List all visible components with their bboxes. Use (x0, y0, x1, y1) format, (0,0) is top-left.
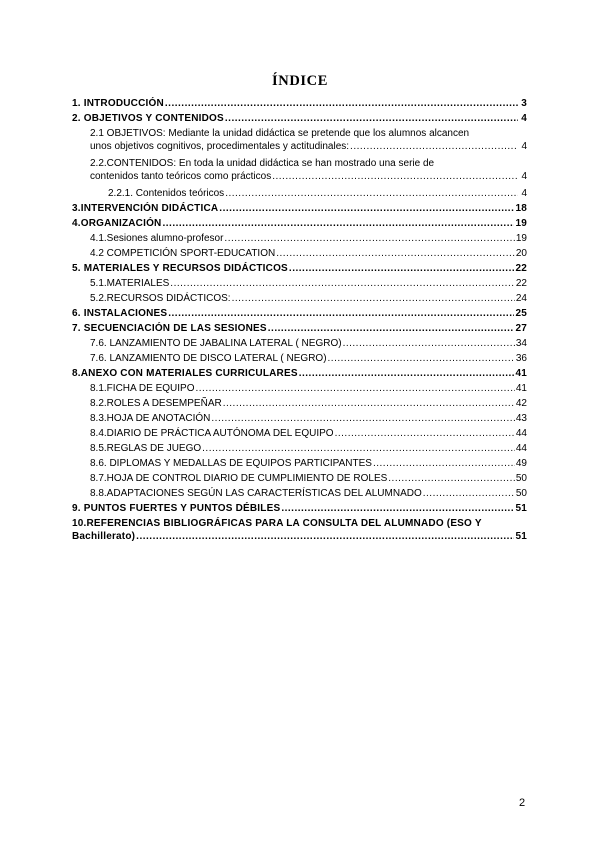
toc-entry-disco[interactable] (72, 352, 527, 365)
dot-leader (136, 530, 514, 543)
toc-entry-instalaciones[interactable] (72, 307, 527, 320)
toc-entry-hoja-control[interactable] (72, 472, 527, 485)
toc-entry-referencias[interactable] (72, 517, 527, 543)
dot-leader (162, 217, 514, 230)
toc-entry-page: 44 (515, 428, 527, 439)
dot-leader (225, 112, 518, 125)
dot-leader (268, 322, 515, 335)
toc-entry-anexo[interactable] (72, 367, 527, 380)
dot-leader (423, 487, 515, 500)
toc-entry-page: 43 (515, 413, 527, 424)
toc-entry-ficha-equipo[interactable] (72, 382, 527, 395)
dot-leader (276, 247, 515, 260)
toc-entry-puntos[interactable] (72, 502, 527, 515)
page-title: ÍNDICE (272, 73, 328, 89)
toc-entry-text: 4.ORGANIZACIÓN (72, 218, 162, 229)
toc-entry-text: 8.5.REGLAS DE JUEGO (90, 443, 202, 454)
toc-entry-text-line2: unos objetivos cognitivos, procedimentales y actitudinales: (90, 141, 350, 152)
toc-entry-text: 9. PUNTOS FUERTES Y PUNTOS DÉBILES (72, 503, 281, 514)
dot-leader (350, 140, 518, 153)
dot-leader (328, 352, 515, 365)
dot-leader (335, 427, 515, 440)
toc-entry-text: 8.ANEXO CON MATERIALES CURRICULARES (72, 368, 298, 379)
dot-leader (225, 187, 518, 200)
dot-leader (165, 97, 518, 110)
toc-entry-page: 4 (521, 113, 527, 124)
toc-entry-text-line2: Bachillerato) (72, 531, 136, 542)
toc-entry-objetivos-contenidos[interactable] (72, 112, 527, 125)
toc-entry-text-line1: 2.1 OBJETIVOS: Mediante la unidad didáctica se pretende que los alumnos alcancen (90, 128, 470, 139)
toc-entry-text: 4.2 COMPETICIÓN SPORT-EDUCATION (90, 248, 276, 259)
toc-entry-page: 41 (515, 383, 527, 394)
toc-entry-intervencion[interactable] (72, 202, 527, 215)
toc-entry-page: 4 (521, 141, 527, 152)
toc-entry-jabalina[interactable] (72, 337, 527, 350)
toc-entry-text: 4.1.Sesiones alumno-profesor (90, 233, 224, 244)
toc-entry-text: 7.6. LANZAMIENTO DE DISCO LATERAL ( NEGRO) (90, 353, 327, 364)
toc-entry-diario-practica[interactable] (72, 427, 527, 440)
dot-leader (373, 457, 515, 470)
toc-entry-text: 8.4.DIARIO DE PRÁCTICA AUTÓNOMA DEL EQUIPO (90, 428, 334, 439)
dot-leader (219, 202, 514, 215)
dot-leader (281, 502, 514, 515)
dot-leader (202, 442, 515, 455)
dot-leader (168, 307, 514, 320)
toc-entry-page: 49 (515, 458, 527, 469)
dot-leader (232, 292, 515, 305)
toc-entry-page: 41 (515, 368, 527, 379)
dot-leader (299, 367, 515, 380)
toc-entry-objetivos[interactable] (72, 127, 527, 153)
toc-entry-text: 5.1.MATERIALES (90, 278, 170, 289)
toc-entry-text: 2.2.1. Contenidos teóricos (108, 188, 225, 199)
toc-entry-recursos[interactable] (72, 292, 527, 305)
toc-entry-page: 44 (515, 443, 527, 454)
table-of-contents (72, 97, 527, 543)
toc-entry-page: 18 (515, 203, 527, 214)
toc-entry-sesiones[interactable] (72, 232, 527, 245)
toc-entry-text: 8.2.ROLES A DESEMPEÑAR (90, 398, 222, 409)
toc-entry-text-line1: 10.REFERENCIAS BIBLIOGRÁFICAS PARA LA CONSULTA DEL ALUMNADO (ESO Y (72, 518, 482, 529)
toc-entry-text: 6. INSTALACIONES (72, 308, 168, 319)
dot-leader (195, 382, 514, 395)
toc-entry-text: 7.6. LANZAMIENTO DE JABALINA LATERAL ( NEGRO) (90, 338, 342, 349)
toc-entry-page: 27 (515, 323, 527, 334)
toc-entry-page: 42 (515, 398, 527, 409)
toc-entry-text: 3.INTERVENCIÓN DIDÁCTICA (72, 203, 219, 214)
toc-entry-materiales-recursos[interactable] (72, 262, 527, 275)
toc-entry-page: 4 (521, 188, 527, 199)
dot-leader (211, 412, 514, 425)
dot-leader (170, 277, 515, 290)
toc-entry-materiales[interactable] (72, 277, 527, 290)
toc-entry-text-line2: contenidos tanto teóricos como prácticos (90, 171, 272, 182)
toc-entry-page: 22 (515, 263, 527, 274)
toc-entry-organizacion[interactable] (72, 217, 527, 230)
toc-entry-contenidos[interactable] (72, 157, 527, 183)
page-number: 2 (519, 797, 526, 809)
toc-entry-text: 5.2.RECURSOS DIDÁCTICOS: (90, 293, 231, 304)
toc-entry-roles[interactable] (72, 397, 527, 410)
toc-entry-page: 51 (515, 503, 527, 514)
toc-entry-page: 36 (515, 353, 527, 364)
toc-entry-page: 20 (515, 248, 527, 259)
toc-entry-page: 25 (515, 308, 527, 319)
toc-entry-page: 50 (515, 473, 527, 484)
toc-entry-page: 50 (515, 488, 527, 499)
toc-entry-page: 19 (515, 233, 527, 244)
toc-entry-text: 8.8.ADAPTACIONES SEGÚN LAS CARACTERÍSTICAS DEL ALUMNADO (90, 488, 422, 499)
toc-entry-page: 51 (515, 531, 527, 542)
toc-entry-text: 1. INTRODUCCIÓN (72, 98, 164, 109)
toc-entry-page: 24 (515, 293, 527, 304)
dot-leader (343, 337, 515, 350)
toc-entry-hoja-anotacion[interactable] (72, 412, 527, 425)
toc-entry-page: 19 (515, 218, 527, 229)
toc-entry-text: 8.3.HOJA DE ANOTACIÓN (90, 413, 211, 424)
toc-entry-reglas-juego[interactable] (72, 442, 527, 455)
dot-leader (224, 232, 514, 245)
toc-entry-text-line1: 2.2.CONTENIDOS: En toda la unidad didáctica se han mostrado una serie de (90, 158, 435, 169)
dot-leader (388, 472, 515, 485)
toc-entry-competicion[interactable] (72, 247, 527, 260)
toc-entry-contenidos-teoricos[interactable] (72, 187, 527, 200)
toc-entry-page: 34 (515, 338, 527, 349)
dot-leader (223, 397, 515, 410)
toc-entry-text: 2. OBJETIVOS Y CONTENIDOS (72, 113, 224, 124)
toc-entry-text: 5. MATERIALES Y RECURSOS DIDÁCTICOS (72, 263, 288, 274)
toc-entry-secuenciacion[interactable] (72, 322, 527, 335)
toc-entry-page: 3 (521, 98, 527, 109)
toc-entry-page: 4 (521, 171, 527, 182)
dot-leader (272, 170, 518, 183)
toc-entry-introduccion[interactable] (72, 97, 527, 110)
toc-entry-text: 8.1.FICHA DE EQUIPO (90, 383, 195, 394)
toc-entry-text: 7. SECUENCIACIÓN DE LAS SESIONES (72, 323, 267, 334)
toc-entry-text: 8.6. DIPLOMAS Y MEDALLAS DE EQUIPOS PARTICIPANTES (90, 458, 372, 469)
toc-entry-diplomas[interactable] (72, 457, 527, 470)
toc-entry-page: 22 (515, 278, 527, 289)
toc-entry-adaptaciones[interactable] (72, 487, 527, 500)
toc-entry-text: 8.7.HOJA DE CONTROL DIARIO DE CUMPLIMIENTO DE ROLES (90, 473, 388, 484)
dot-leader (289, 262, 515, 275)
